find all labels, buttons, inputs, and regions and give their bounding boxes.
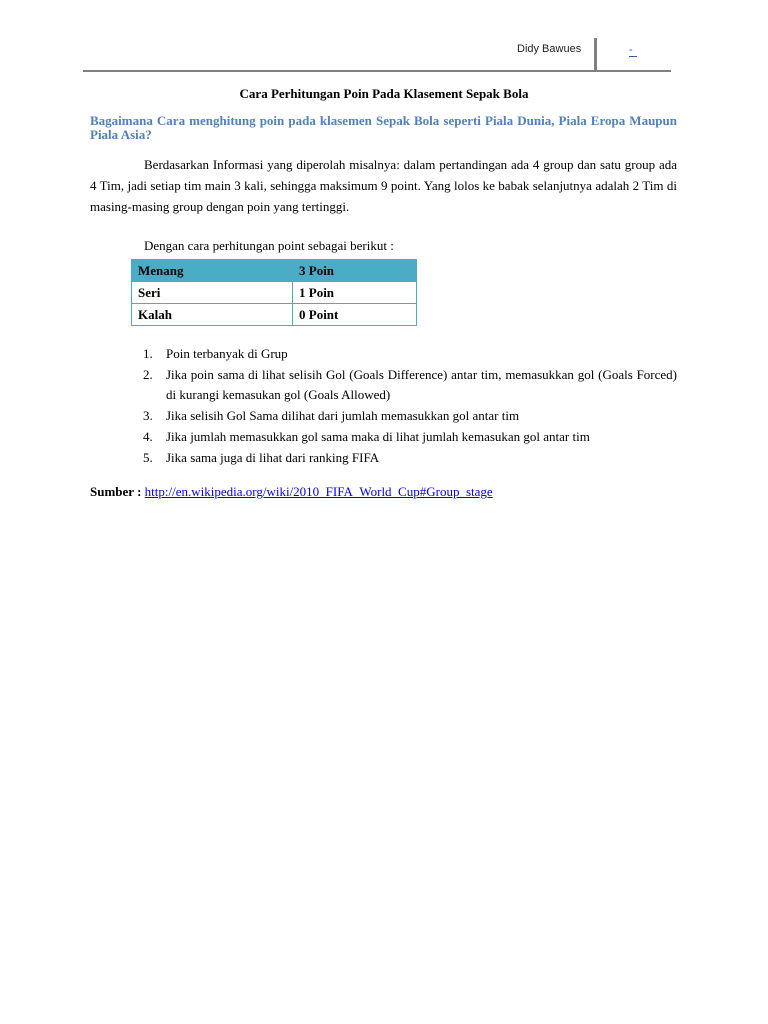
source-label: Sumber : [90,484,142,499]
ranking-rules-list [90,344,677,468]
list-number: 2. [143,366,153,382]
list-number: 1. [143,346,153,361]
list-number: 3. [143,408,153,424]
table-intro: Dengan cara perhitungan point sebagai berikut : [144,238,394,253]
list-item-text: Poin terbanyak di Grup [166,346,288,361]
points-table [131,259,417,326]
list-item [90,365,677,406]
result-cell: Menang [132,260,293,282]
list-number: 5. [143,449,153,465]
result-cell: Seri [132,282,293,304]
list-item [90,406,677,427]
list-item [90,448,677,469]
list-item-text: Jika selisih Gol Sama dilihat dari jumlah memasukkan gol antar tim [166,408,520,424]
header-rule [83,70,671,72]
header-divider [594,38,597,70]
body-paragraph: Berdasarkan Informasi yang diperolah misalnya: dalam pertandingan ada 4 group dan satu group ada 4 Tim, jadi setiap tim main 3 kali, sehingga maksimum 9 point. Yang lolos ke babak selanjutnya adalah 2 Tim di masing-masing group dengan poin yang tertinggi. [90,157,677,214]
list-item [90,344,677,365]
result-cell: Kalah [132,304,293,326]
header-author: Didy Bawues [517,43,582,55]
page-number-marker: - [629,44,637,57]
source-line [90,484,493,500]
list-item-text: Jika jumlah memasukkan gol sama maka di lihat jumlah kemasukan gol antar tim [166,428,590,444]
points-cell: 0 Point [293,304,417,326]
document-title: Cara Perhitungan Poin Pada Klasement Sepak Bola [239,86,529,101]
list-number: 4. [143,428,153,444]
table-row [132,260,417,282]
table-row [132,282,417,304]
list-item [90,427,677,448]
question-heading: Bagaimana Cara menghitung poin pada klasemen Sepak Bola seperti Piala Dunia, Piala Eropa Maupun Piala Asia? [90,113,677,142]
source-link[interactable]: http://en.wikipedia.org/wiki/2010_FIFA_World_Cup#Group_stage [144,484,493,499]
points-cell: 3 Poin [293,260,417,282]
table-row [132,304,417,326]
list-item-text: Jika poin sama di lihat selisih Gol (Goals Difference) antar tim, memasukkan gol (Goals Forced) di kurangi kemasukan gol (Goals Allowed) [166,366,677,403]
list-item-text: Jika sama juga di lihat dari ranking FIFA [166,449,380,465]
points-cell: 1 Poin [293,282,417,304]
